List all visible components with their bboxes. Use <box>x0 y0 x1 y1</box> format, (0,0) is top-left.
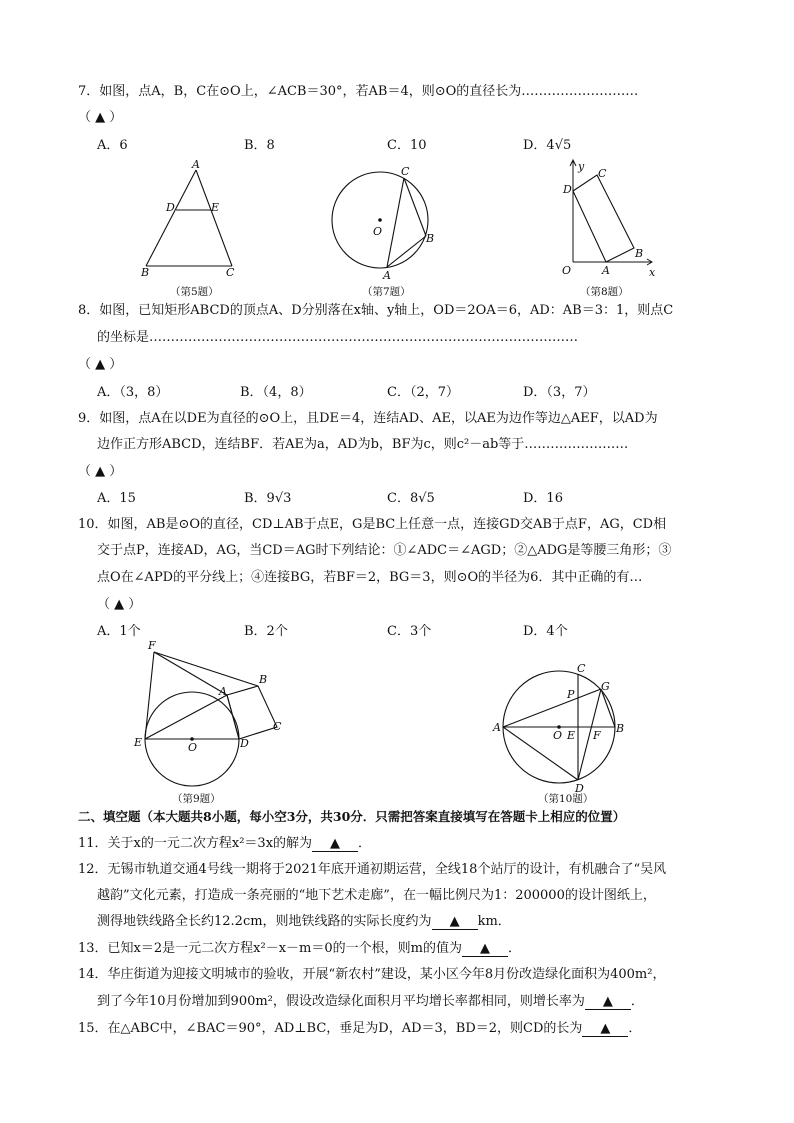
fig9-label-o: O <box>188 741 198 754</box>
fig5-label-c: C <box>226 266 235 279</box>
q7-option-c: C．10 <box>387 138 427 153</box>
fig8-label-x: x <box>649 266 656 279</box>
q12-line1: 12．无锡市轨道交通4号线一期将于2021年底开通初期运营，全线18个站厅的设计，有机融合了“吴风 <box>78 862 667 877</box>
fig9-label-c: C <box>273 720 282 733</box>
q8-answer-mark: （ ▲ ） <box>78 357 123 372</box>
q9-line2: 边作正方形ABCD，连结BF．若AE为a，AD为b，BF为c，则c²－ab等于…………………… <box>97 437 629 452</box>
q7-option-d: D．4√5 <box>523 138 572 153</box>
fig7-label-b: B <box>426 232 435 245</box>
q8-option-a: A．（3，8） <box>97 385 169 400</box>
fig10-label-g: G <box>601 680 610 693</box>
fig7-caption: （第7题） <box>362 286 411 298</box>
q8-option-c: C．（2，7） <box>387 385 459 400</box>
q13-answer-blank[interactable]: ▲ <box>462 942 508 957</box>
fig8-caption: （第8题） <box>580 286 629 298</box>
q10-option-c: C．3个 <box>387 624 432 639</box>
fig10-label-e: E <box>567 729 576 742</box>
q8-option-b: B．（4，8） <box>240 385 312 400</box>
fig7-label-c: C <box>401 165 410 178</box>
fig8-label-y: y <box>578 160 585 173</box>
fig10-label-c: C <box>577 662 586 675</box>
fig10-label-f: F <box>593 729 601 742</box>
q7-line1: 7．如图，点A，B，C在⊙O上，∠ACB＝30°，若AB＝4，则⊙O的直径长为……………………… <box>78 84 639 99</box>
q13 <box>78 940 521 958</box>
figure-7 <box>325 160 435 280</box>
q14-text: 到了今年10月份增加到900m²，假设改造绿化面积月平均增长率都相同，则增长率为 <box>97 994 585 1009</box>
section2-heading: 二、填空题（本大题共8小题，每小空3分，共30分．只需把答案直接填写在答题卡上相应的位置） <box>78 809 626 824</box>
fig5-label-a: A <box>192 158 200 171</box>
fig9-label-a: A <box>219 685 227 698</box>
q11-answer-blank[interactable]: ▲ <box>312 837 358 852</box>
q9-option-a: A．15 <box>97 491 136 506</box>
q10-line3: 点O在∠APD的平分线上；④连接BG，若BF＝2，BG＝3，则⊙O的半径为6．其中正确的有… <box>97 570 643 585</box>
q12-answer-blank[interactable]: ▲ <box>432 915 478 930</box>
q11-text: 11．关于x的一元二次方程x²＝3x的解为 <box>78 836 313 851</box>
fig8-label-b: B <box>635 247 644 260</box>
q9-line1: 9．如图，点A在以DE为直径的⊙O上，且DE＝4，连结AD、AE，以AE为边作等边△AEF，以AD为 <box>78 411 658 426</box>
fig10-label-d: D <box>575 782 584 795</box>
q12-text: 测得地铁线路全长约12.2cm，则地铁线路的实际长度约为 <box>97 914 432 929</box>
fig8-label-d: D <box>563 183 572 196</box>
q9-answer-mark: （ ▲ ） <box>78 464 123 479</box>
fig8-label-c: C <box>598 167 607 180</box>
q14-answer-blank[interactable]: ▲ <box>585 995 631 1010</box>
q14-line1: 14．华庄街道为迎接文明城市的验收，开展“新农村”建设，某小区今年8月份改造绿化面积为400m²， <box>78 967 666 982</box>
q7-answer-mark: （ ▲ ） <box>78 110 123 125</box>
q7-option-a: A．6 <box>97 138 128 153</box>
fig10-caption: （第10题） <box>538 793 594 805</box>
q12-line2: 越韵”文化元素，打造成一条亮丽的“地下艺术走廊”，在一幅比例尺为1：200000的设计图纸上， <box>97 888 656 903</box>
q10-option-b: B．2个 <box>244 624 288 639</box>
q14-tail: ． <box>630 994 644 1009</box>
fig8-label-o: O <box>562 264 572 277</box>
q15-text: 15．在△ABC中，∠BAC＝90°，AD⊥BC，垂足为D，AD＝3，BD＝2，则CD的长为 <box>78 1021 583 1036</box>
q15-answer-blank[interactable]: ▲ <box>582 1022 628 1037</box>
q8-line2: 的坐标是……………………………………………………………………………………… <box>97 330 579 345</box>
q10-line2: 交于点P，连接AD，AG，当CD＝AG时下列结论：①∠ADC＝∠AGD；②△ADG是等腰三角形；③ <box>97 543 672 558</box>
q15-tail: ． <box>628 1021 642 1036</box>
q12-line3 <box>97 913 511 931</box>
fig5-label-b: B <box>141 266 150 279</box>
figure-10 <box>493 660 633 795</box>
fig9-label-d: D <box>240 737 249 750</box>
fig7-label-a: A <box>383 269 391 282</box>
q9-option-d: D．16 <box>523 491 563 506</box>
fig5-label-d: D <box>166 201 175 214</box>
fig10-label-a: A <box>493 721 501 734</box>
fig9-label-f: F <box>148 639 156 652</box>
q10-option-a: A．1个 <box>97 624 141 639</box>
fig10-label-b: B <box>616 722 625 735</box>
fig9-label-e: E <box>134 736 143 749</box>
q7-option-b: B．8 <box>244 138 275 153</box>
fig5-caption: （第5题） <box>170 286 219 298</box>
fig5-label-e: E <box>211 201 220 214</box>
q15 <box>78 1020 641 1038</box>
q14-line2 <box>97 993 644 1011</box>
q13-text: 13．已知x＝2是一元二次方程x²－x－m＝0的一个根，则m的值为 <box>78 941 462 956</box>
q8-option-d: D．（3，7） <box>523 385 596 400</box>
fig8-label-a: A <box>602 264 610 277</box>
fig9-label-b: B <box>259 673 268 686</box>
q13-tail: ． <box>507 941 521 956</box>
figure-5 <box>130 158 250 278</box>
q8-line1: 8．如图，已知矩形ABCD的顶点A、D分别落在x轴、y轴上，OD＝2OA＝6，AD：AB＝3：1，则点C <box>78 303 674 318</box>
q10-option-d: D．4个 <box>523 624 568 639</box>
q10-line1: 10．如图，AB是⊙O的直径，CD⊥AB于点E，G是BC上任意一点，连接GD交AB于点F，AG，CD相 <box>78 517 667 532</box>
fig10-label-o: O <box>553 729 563 742</box>
q9-option-b: B．9√3 <box>244 491 292 506</box>
fig9-caption: （第9题） <box>172 793 221 805</box>
q11 <box>78 835 371 853</box>
fig7-label-o: O <box>373 225 383 238</box>
q9-option-c: C．8√5 <box>387 491 435 506</box>
figure-9 <box>130 638 290 793</box>
q11-tail: ． <box>358 836 372 851</box>
figure-8 <box>555 155 665 280</box>
q10-answer-mark: （ ▲ ） <box>97 597 142 612</box>
q12-unit: km． <box>477 914 511 929</box>
fig10-label-p: P <box>567 688 575 701</box>
